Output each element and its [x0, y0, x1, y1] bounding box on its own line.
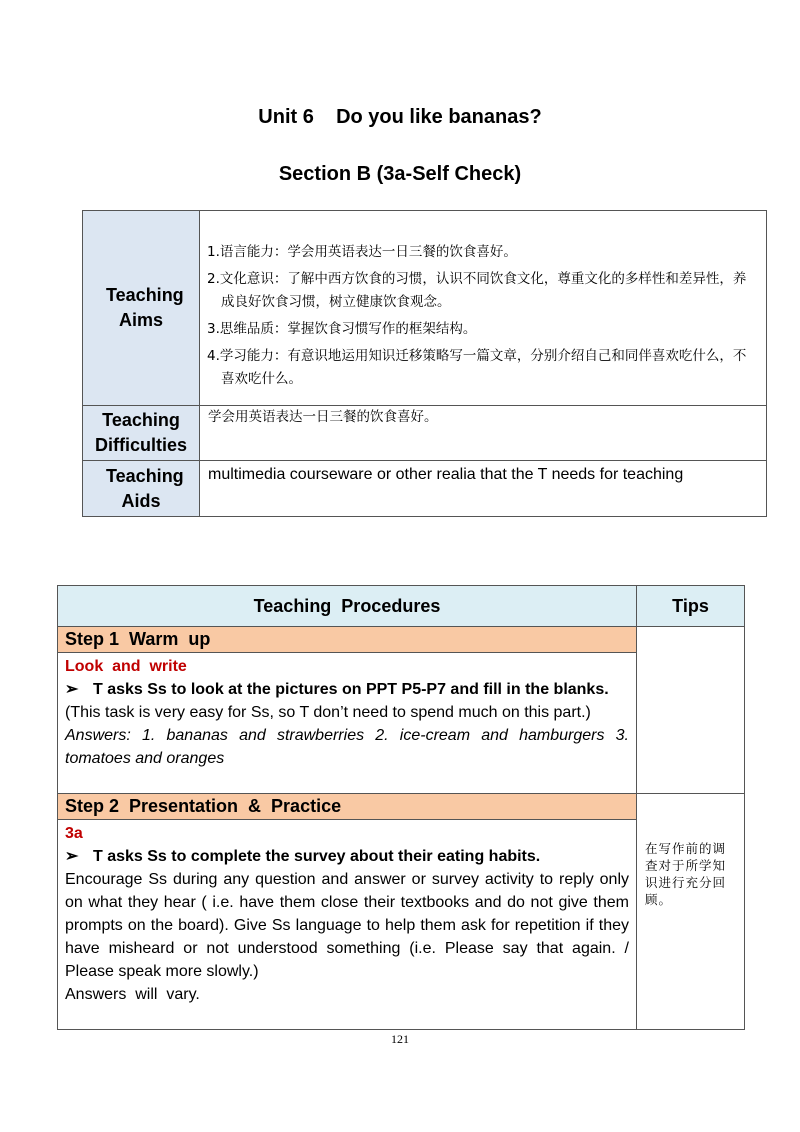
- aim-item: 3.思维品质：掌握饮食习惯写作的框架结构。: [207, 321, 477, 337]
- step1-body: [58, 653, 637, 794]
- teaching-procedures-table: [57, 585, 745, 1030]
- arrow-bullet-icon: ➢: [65, 681, 79, 698]
- aids-label: Teaching Aids: [83, 461, 200, 517]
- teaching-aims-table: [82, 210, 767, 517]
- page-number: 121: [391, 1032, 409, 1046]
- aim-item: 1.语言能力：学会用英语表达一日三餐的饮食喜好。: [207, 244, 517, 260]
- aims-list: [200, 211, 767, 406]
- step1-subheading: Look and write: [65, 658, 187, 675]
- step2-body: [58, 820, 637, 1030]
- aim-item: 2.文化意识：了解中西方饮食的习惯，认识不同饮食文化，尊重文化的多样性和差异性，养成良好饮食习惯，树立健康饮食观念。: [207, 271, 747, 310]
- aim-item: 4.学习能力：有意识地运用知识迁移策略写一篇文章，分别介绍自己和同伴喜欢吃什么，不喜欢吃什么。: [207, 348, 747, 387]
- step1-answers: Answers: 1. bananas and strawberries 2. ice-cream and hamburgers 3. tomatoes and oranges: [65, 727, 629, 767]
- step2-bullet: ➢ T asks Ss to complete the survey about their eating habits.: [65, 845, 629, 868]
- step1-tips: [637, 627, 745, 794]
- tips-header: Tips: [637, 586, 745, 627]
- step2-paragraph: Encourage Ss during any question and answer or survey activity to reply only on what they hear ( i.e. have them close their textbooks and do not give them prompts on the board). Give Ss language to help them ask for repetition if they have misheard or not understood something (i.e. Please say that again. / Please speak more slowly.): [65, 871, 629, 980]
- step2-title: Step 2 Presentation & Practice: [58, 794, 637, 820]
- step1-note: (This task is very easy for Ss, so T don’t need to spend much on this part.): [65, 704, 591, 721]
- arrow-bullet-icon: ➢: [65, 848, 79, 865]
- procedures-header: Teaching Procedures: [58, 586, 637, 627]
- difficulties-text: 学会用英语表达一日三餐的饮食喜好。: [200, 406, 767, 461]
- page-subtitle: Section B (3a-Self Check): [278, 163, 522, 185]
- step2-subheading: 3a: [65, 825, 83, 842]
- page-title: Unit 6 Do you like bananas?: [258, 106, 542, 128]
- difficulties-label: Teaching Difficulties: [83, 406, 200, 461]
- step2-tips: 在写作前的调查对于所学知识进行充分回顾。: [637, 794, 745, 1030]
- step1-bullet: ➢ T asks Ss to look at the pictures on PPT P5-P7 and fill in the blanks.: [65, 678, 629, 701]
- aids-text: multimedia courseware or other realia that the T needs for teaching: [200, 461, 767, 517]
- step1-title: Step 1 Warm up: [58, 627, 637, 653]
- aims-label: Teaching Aims: [83, 211, 200, 406]
- step2-answers: Answers will vary.: [65, 986, 200, 1003]
